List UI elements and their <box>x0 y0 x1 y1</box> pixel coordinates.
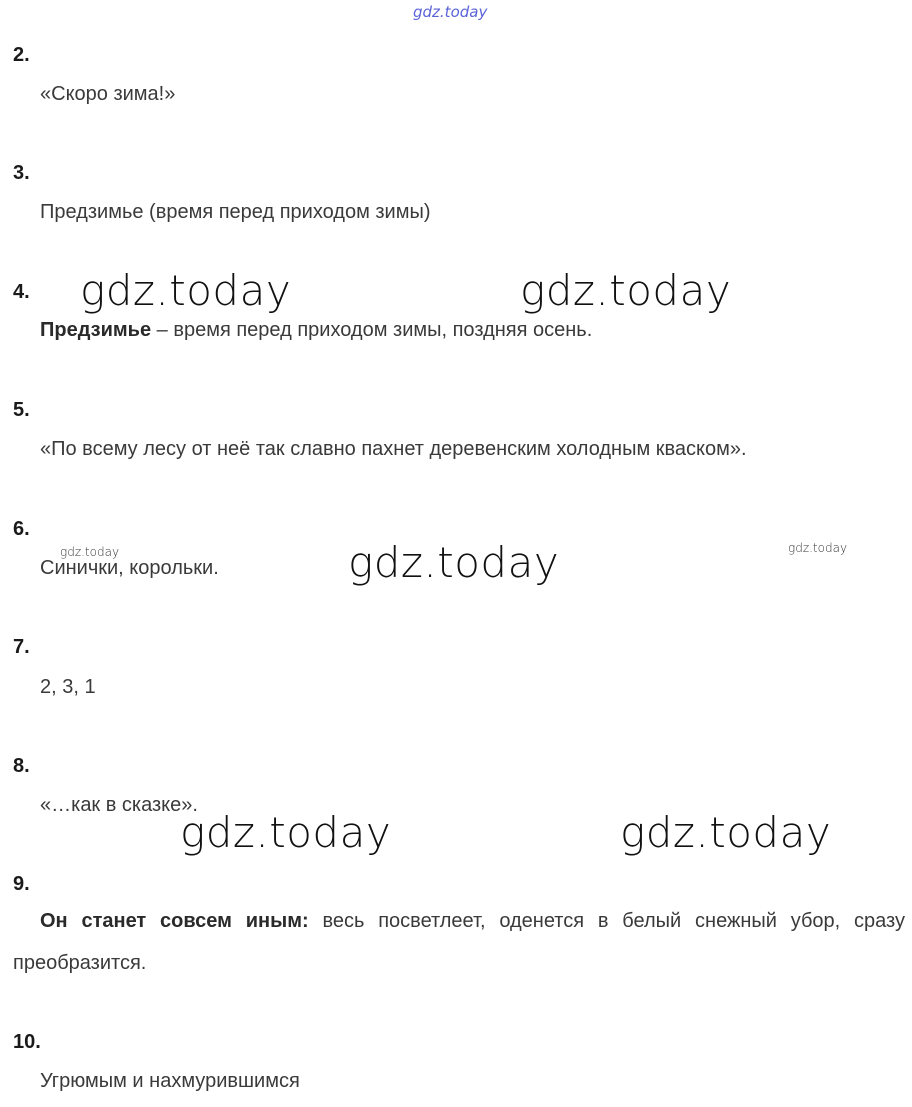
item-number: 7. <box>13 636 30 658</box>
watermark-top: gdz.today <box>413 3 488 21</box>
item-answer: «Скоро зима!» <box>40 83 176 105</box>
watermark: gdz.today <box>80 266 292 315</box>
item-number: 5. <box>13 399 30 421</box>
item-number: 8. <box>13 755 30 777</box>
item-number: 9. <box>13 873 30 895</box>
item-answer <box>13 900 905 984</box>
watermark: gdz.today <box>520 266 732 315</box>
watermark: gdz.today <box>180 808 392 857</box>
watermark: gdz.today <box>620 808 832 857</box>
item-number: 4. <box>13 281 30 303</box>
item-number: 3. <box>13 162 30 184</box>
item-number: 10. <box>13 1031 41 1053</box>
item-definition: – время перед приходом зимы, поздняя осень. <box>151 319 593 341</box>
item-answer: Угрюмым и нахмурившимся <box>40 1070 300 1092</box>
item-number: 2. <box>13 44 30 66</box>
item-number: 6. <box>13 518 30 540</box>
item-term: Предзимье <box>40 319 152 341</box>
item-explanation: весь посветлеет, оденется в белый снежный убор, сразу преобразится. <box>13 910 906 974</box>
item-answer <box>40 319 592 342</box>
watermark-small: gdz.today <box>788 541 848 555</box>
item-answer: «…как в сказке». <box>40 794 198 816</box>
item-answer: «По всему лесу от неё так славно пахнет деревенским холодным кваском». <box>40 438 747 460</box>
watermark-small: gdz.today <box>60 545 120 559</box>
watermark: gdz.today <box>348 538 560 587</box>
item-answer: 2, 3, 1 <box>40 676 96 698</box>
item-answer: Синички, корольки. <box>40 557 219 579</box>
item-answer: Предзимье (время перед приходом зимы) <box>40 201 431 223</box>
item-term: Он станет совсем иным: <box>40 910 309 932</box>
